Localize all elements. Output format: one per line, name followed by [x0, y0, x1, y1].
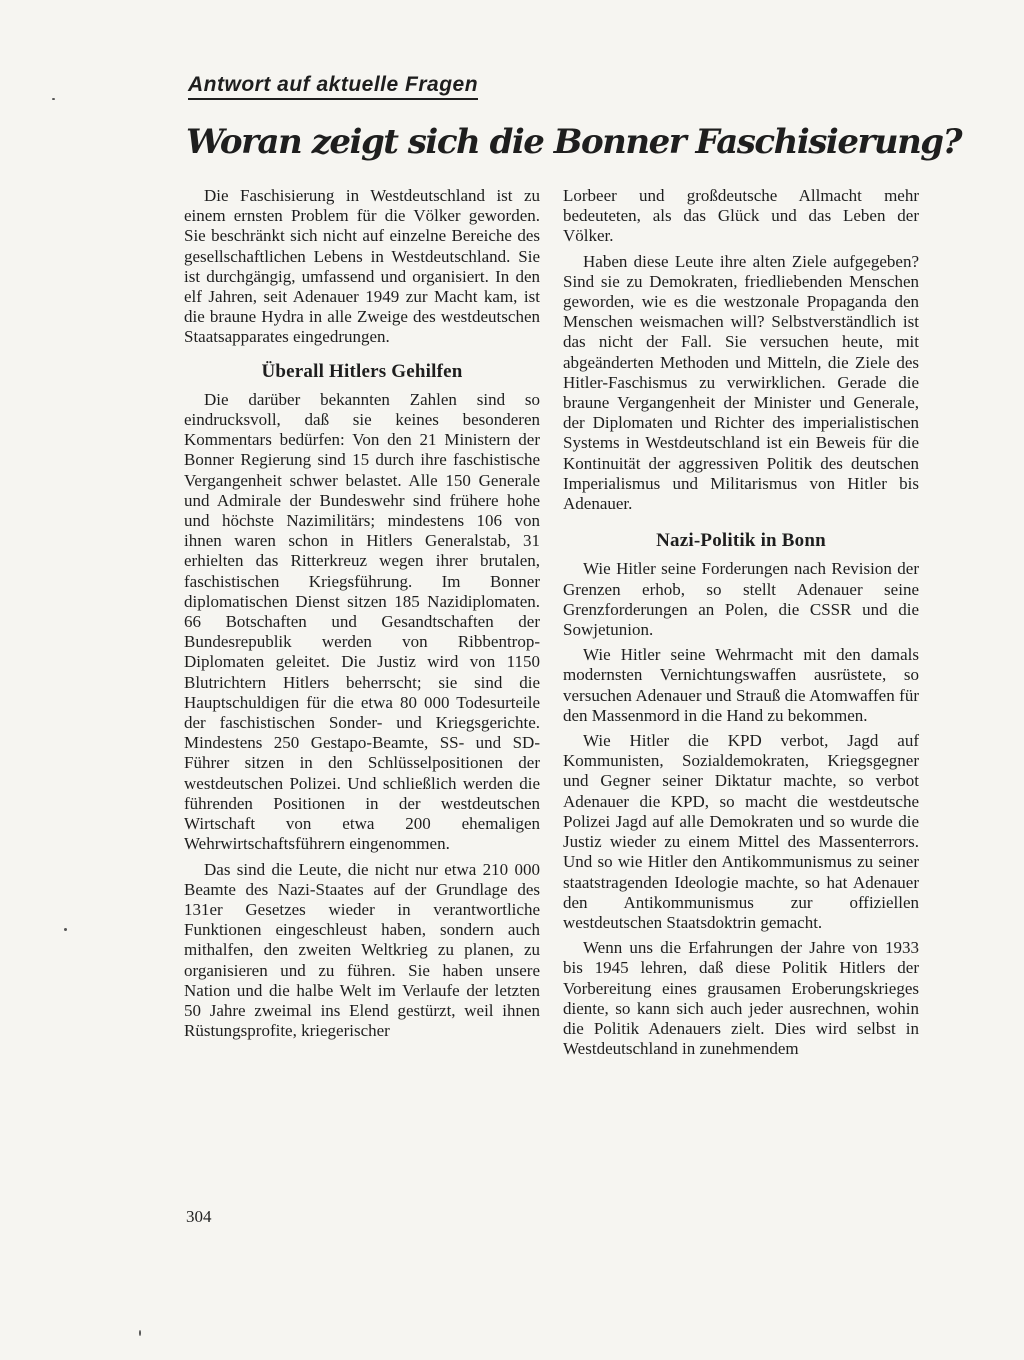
body-paragraph: Wie Hitler die KPD verbot, Jagd auf Kommunisten, Sozialdemokraten, Kriegsgegner und Gegner seiner Diktatur machte, so verbot Adenauer die KPD, so macht die westdeutsche Polizei Jagd auf alle Demokraten und so wurde die Justiz wieder zu einem Mittel des Massenterrors. Und so wie Hitler den Antikommunismus zu seiner staatstragenden Ideologie machte, so hat Adenauer den Antikommunismus zur offiziellen westdeutschen Staatsdoktrin gemacht.	[563, 731, 919, 932]
right-column	[563, 186, 919, 1064]
subheading-hitlers-gehilfen: Überall Hitlers Gehilfen	[261, 360, 463, 382]
scan-speck	[139, 1330, 141, 1336]
intro-paragraph: Die Faschisierung in Westdeutschland ist zu einem ernsten Problem für die Völker geworden. Sie beschränkt sich nicht auf einzelne Bereiche des gesellschaftlichen Lebens in Westdeutschland. Sie ist durchgängig, umfassend und organisiert. In den elf Jahren, seit Adenauer 1949 zur Macht kam, ist die braune Hydra in alle Zweige des westdeutschen Staatsapparates eingedrungen.	[184, 186, 540, 347]
subheading-nazi-politik: Nazi-Politik in Bonn	[656, 530, 826, 552]
body-paragraph: Wie Hitler seine Forderungen nach Revision der Grenzen erhob, so stellt Adenauer seine Grenzforderungen an Polen, die CSSR und die Sowjetunion.	[563, 559, 919, 640]
page-number: 304	[186, 1207, 212, 1226]
section-label: Antwort auf aktuelle Fragen	[188, 73, 478, 100]
body-paragraph: Wie Hitler seine Wehrmacht mit den damals modernsten Vernichtungswaffen ausrüstete, so versuchen Adenauer und Strauß die Atomwaffen für den Massenmord in die Hand zu bekommen.	[563, 645, 919, 725]
scan-speck	[52, 98, 55, 100]
body-paragraph: Die darüber bekannten Zahlen sind so eindrucksvoll, daß sie keines besonderen Kommentars bedürfen: Von den 21 Ministern der Bonner Regierung sind 15 durch ihre faschistische Vergangenheit schwer belastet. Alle 150 Generale und Admirale der Bundeswehr sind frühere hohe und höchste Nazimilitärs; mindestens 106 von ihnen waren schon in Hitlers Generalstab, 31 erhielten das Ritterkreuz wegen ihrer brutalen, faschistischen Kriegsführung. Im Bonner diplomatischen Dienst sitzen 185 Nazidiplomaten. 66 Botschaften und Gesandtschaften der Bundesrepublik werden von Ribbentrop-Diplomaten geleitet. Die Justiz wird von 1150 Blutrichtern Hitlers beherrscht; sie sind die Hauptschuldigen für die etwa 80 000 Todesurteile der faschistischen Sonder- und Kriegsgerichte. Mindestens 250 Gestapo-Beamte, SS- und SD-Führer sitzen in den Schlüsselpositionen der westdeutschen Polizei. Und schließlich werden die führenden Positionen in der westdeutschen Wirtschaft von etwa 200 ehemaligen Wehrwirtschaftsführern eingenommen.	[184, 389, 540, 854]
article-headline: Woran zeigt sich die Bonner Faschisierung?	[186, 122, 961, 162]
body-paragraph: Haben diese Leute ihre alten Ziele aufgegeben? Sind sie zu Demokraten, friedliebenden Menschen geworden, wie es die westzonale Propaganda den Menschen weismachen will? Selbstverständlich ist das nicht der Fall. Sie versuchen heute, mit abgeänderten Methoden und Mitteln, die Ziele des Hitler-Faschismus zu verwirklichen. Gerade die braune Vergangenheit der Minister und Generale, der Diplomaten und Richter des imperialistischen Systems in Westdeutschland ist ein Beweis für die Kontinuität der aggressiven Politik des deutschen Imperialismus und Militarismus von Hitler bis Adenauer.	[563, 251, 919, 514]
scan-speck	[64, 928, 67, 931]
left-column	[184, 186, 540, 1046]
continued-paragraph: Lorbeer und großdeutsche Allmacht mehr bedeuteten, als das Glück und das Leben der Völker.	[563, 186, 919, 246]
body-paragraph: Wenn uns die Erfahrungen der Jahre von 1933 bis 1945 lehren, daß diese Politik Hitlers der Vorbereitung eines grausamen Eroberungskrieges diente, so kann sich auch jeder ausrechnen, wohin die Politik Adenauers zielt. Dies wird selbst in Westdeutschland in zunehmendem	[563, 938, 919, 1059]
body-paragraph: Das sind die Leute, die nicht nur etwa 210 000 Beamte des Nazi-Staates auf der Grundlage des 131er Gesetzes wieder in verantwortliche Funktionen eingeschleust haben, sondern auch mithalfen, den zweiten Weltkrieg zu planen, zu organisieren und zu führen. Sie haben unsere Nation und die halbe Welt im Verlaufe der letzten 50 Jahre zweimal ins Elend gestürzt, weil ihnen Rüstungsprofite, kriegerischer	[184, 859, 540, 1041]
